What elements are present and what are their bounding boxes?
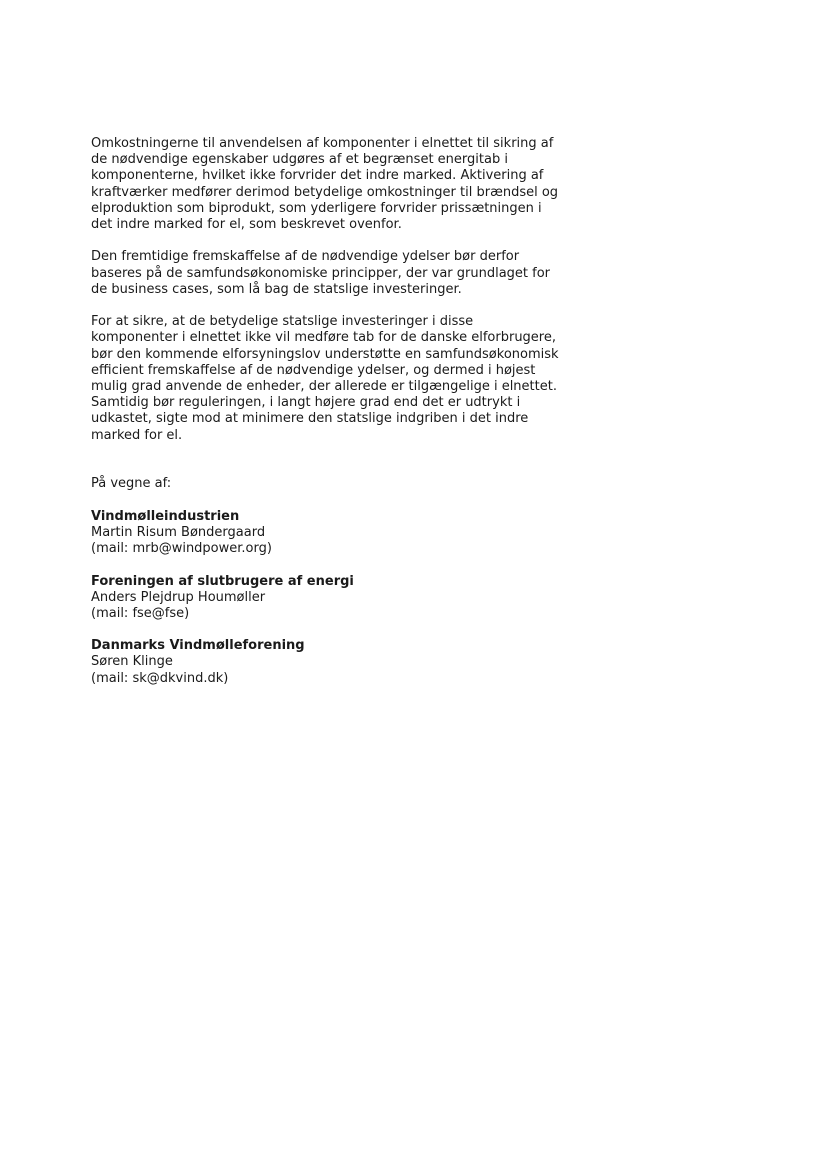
contact-mail: (mail: mrb@windpower.org) — [91, 541, 272, 557]
letter-body — [91, 136, 591, 687]
contact-person: Søren Klinge — [91, 654, 173, 670]
organization-name: Danmarks Vindmølleforening — [91, 638, 305, 654]
contact-person: Martin Risum Bøndergaard — [91, 525, 266, 541]
signatory-block — [91, 509, 591, 558]
paragraph-future-procurement: Den fremtidige fremskaffelse af de nødvendige ydelser bør derfor baseres på de samfundsøkonomiske principper, der var grundlaget for de business cases, som lå bag de statslige investeringer. — [91, 249, 551, 297]
contact-person: Anders Plejdrup Houmøller — [91, 589, 266, 605]
contact-mail: (mail: fse@fse) — [91, 606, 190, 622]
signatory-block — [91, 574, 591, 623]
paragraph-costs: Omkostningerne til anvendelsen af komponenter i elnettet til sikring af de nødvendige egenskaber udgøres af et begrænset energitab i komponenterne, hvilket ikke forvrider det indre marked. Aktivering af kraftværker medfører derimod betydelige omkostninger til brændsel og elproduktion som biprodukt, som yderligere forvrider prissætningen i det indre marked for el, som beskrevet ovenfor. — [91, 136, 559, 233]
paragraph-recommendation: For at sikre, at de betydelige statslige investeringer i disse komponenter i elnettet ikke vil medføre tab for de danske elforbrugere, bør den kommende elforsyningslov understøtte en samfundsøkonomisk efficient fremskaffelse af de nødvendige ydelser, og dermed i højest mulig grad anvende de enheder, der allerede er tilgængelige i elnettet. Samtidig bør reguleringen, i langt højere grad end det er udtrykt i udkastet, sigte mod at minimere den statslige indgriben i det indre marked for el. — [91, 314, 559, 443]
on-behalf-label: På vegne af: — [91, 475, 172, 491]
organization-name: Vindmølleindustrien — [91, 509, 240, 525]
organization-name: Foreningen af slutbrugere af energi — [91, 573, 354, 589]
signatory-block — [91, 638, 591, 687]
signatory-list — [91, 509, 591, 687]
contact-mail: (mail: sk@dkvind.dk) — [91, 670, 229, 686]
